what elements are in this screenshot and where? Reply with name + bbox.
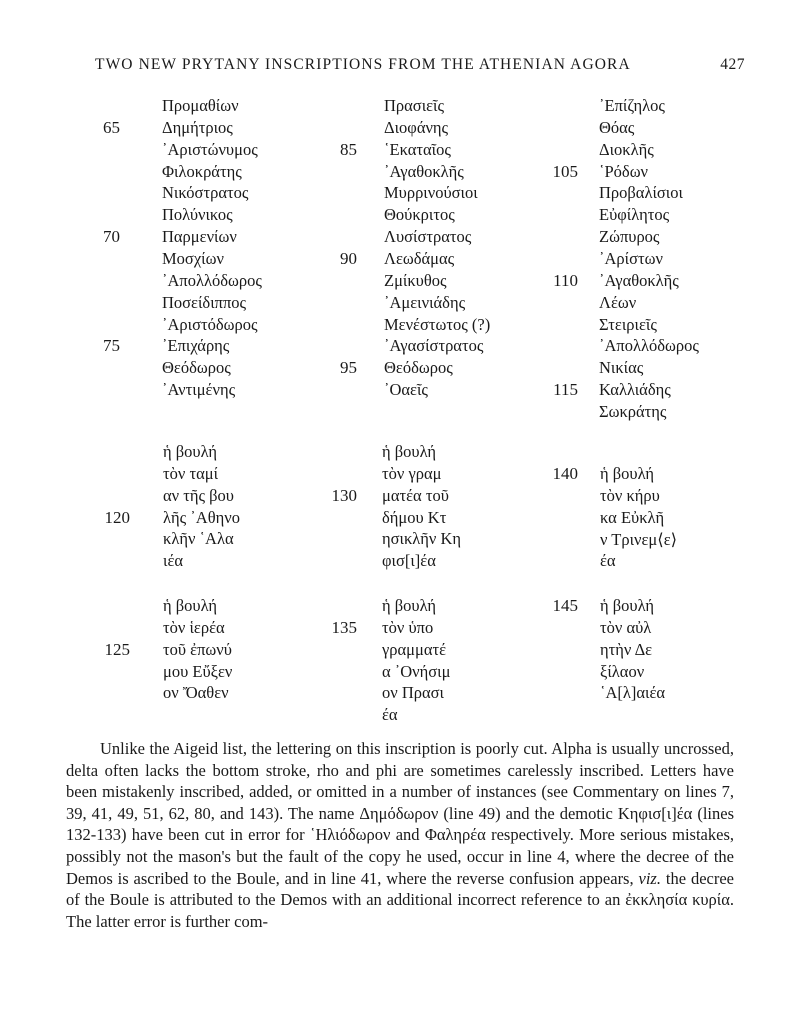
line-number: 95 xyxy=(340,358,357,378)
name-entry: Θεόδωρος xyxy=(384,358,453,378)
name-entry: ῾Ρόδων xyxy=(599,161,649,181)
name-entry: Εὐφίλητος xyxy=(599,205,670,225)
inscription-line: τὸν γραμ xyxy=(382,463,442,483)
line-number: 105 xyxy=(552,161,578,181)
page-number: 427 xyxy=(720,56,745,73)
name-entry: ᾿Αμεινιάδης xyxy=(384,292,466,312)
line-number: 85 xyxy=(340,139,357,159)
inscription-line: ητὴν Δε xyxy=(600,639,653,659)
inscription-line: ῾Α[λ]αιέα xyxy=(600,683,666,703)
name-entry: Θεόδωρος xyxy=(162,358,231,378)
name-entry: Μοσχίων xyxy=(162,248,224,268)
inscription-line: ιέα xyxy=(163,551,184,571)
line-number: 90 xyxy=(340,248,357,268)
inscription-line: ἡ βουλή xyxy=(163,596,218,615)
name-entry: ᾿Αρίστων xyxy=(599,248,663,268)
name-entry: ᾿Αγασίστρατος xyxy=(384,336,484,356)
text-run: Unlike the Aigeid list, the lettering on this inscription is poorly cut. Alpha is usually uncrossed, delta often lacks the bottom stroke, rho and phi are sometimes carelessly inscribed. Letters have been mistakenly inscribed, added, or omitted in a number of instances (see Commentary on lines 7, 39, 41, 49, 51, 62, 80, and 143). The name xyxy=(66,739,734,823)
name-entry: ῾Εκαταῖος xyxy=(384,139,451,159)
name-entry: Δημήτριος xyxy=(162,117,233,137)
name-entry: ᾿Αγαθοκλῆς xyxy=(599,270,679,290)
commentary-paragraph xyxy=(66,738,734,932)
name-entry: ᾿Αριστόδωρος xyxy=(162,314,258,334)
inscription-line: α ᾿Ονήσιμ xyxy=(382,661,451,681)
inscription-line: αν τῆς βου xyxy=(163,485,234,505)
name-entry: Λεωδάμας xyxy=(384,248,455,268)
line-number: 130 xyxy=(331,485,357,505)
name-entry: Νικίας xyxy=(599,358,644,378)
inscription-line: ἡ βουλή xyxy=(600,596,655,615)
name-entry: ᾿Αγαθοκλῆς xyxy=(384,161,464,181)
inscription-line: μου Εὔξεν xyxy=(163,661,233,681)
name-entry: Προμαθίων xyxy=(162,96,239,115)
name-entry: ᾿Επιχάρης xyxy=(162,336,230,356)
name-entry: ᾿Αριστώνυμος xyxy=(162,139,258,159)
inscription-line: κα Εὐκλῆ xyxy=(600,507,665,527)
greek-term: ῾Ηλιόδωρον xyxy=(309,825,391,845)
line-number: 65 xyxy=(103,117,120,137)
greek-term: Κηφισ[ι]έα xyxy=(617,803,693,823)
name-entry: Λέων xyxy=(599,292,637,312)
inscription-line: τὸν αὐλ xyxy=(600,617,652,637)
name-entry: Ζμίκυθος xyxy=(384,270,447,290)
inscription-line: ἡ βουλή xyxy=(382,442,437,461)
name-entry: Ζώπυρος xyxy=(599,227,660,247)
text-run: the decree of the Boule is attributed to the Demos with an additional incorrect reference to an xyxy=(66,868,734,910)
name-entry: Μενέστωτος (?) xyxy=(384,314,491,334)
inscription-line: φισ[ι]έα xyxy=(382,551,436,571)
line-number: 140 xyxy=(552,464,578,483)
inscription-line: ον Πρασι xyxy=(382,683,444,703)
running-title: TWO NEW PRYTANY INSCRIPTIONS FROM THE ATHENIAN AGORA xyxy=(95,56,631,73)
inscription-line: τὸν κήρυ xyxy=(600,485,660,505)
inscription-line: δήμου Κτ xyxy=(382,507,447,527)
name-entry: ᾿Οαεῖς xyxy=(384,380,428,400)
greek-term: Φαληρέα xyxy=(424,825,486,845)
name-entry: Νικόστρατος xyxy=(162,183,249,203)
name-entry: Θούκριτος xyxy=(384,205,455,225)
greek-term: ἐκκλησία κυρία xyxy=(625,890,730,910)
line-number: 135 xyxy=(331,617,357,637)
inscription-line: τὸν ἱερέα xyxy=(163,617,225,637)
inscription-line: ον Ὄαθεν xyxy=(163,683,229,703)
text-run: (line 49) and the demotic xyxy=(438,803,618,823)
text-run: (lines 132-133) have been cut in error for xyxy=(66,803,734,845)
inscription-line: ν Τρινεμ⟨ε⟩ xyxy=(600,529,678,549)
inscription-line: ματέα τοῦ xyxy=(382,485,449,505)
name-entry: Παρμενίων xyxy=(162,227,237,247)
name-entry: Καλλιάδης xyxy=(599,380,671,400)
inscription-line: τὸν ταμί xyxy=(163,463,219,483)
line-number: 115 xyxy=(553,380,578,400)
name-entry: ᾿Απολλόδωρος xyxy=(599,336,699,356)
inscription-line: ἡ βουλή xyxy=(600,464,655,483)
greek-term: Δημόδωρον xyxy=(359,803,439,823)
name-entry: Σωκράτης xyxy=(599,401,667,421)
name-entry: ᾿Απολλόδωρος xyxy=(162,270,262,290)
name-entry: Θόας xyxy=(599,117,635,137)
line-number: 120 xyxy=(104,507,130,527)
name-entry: Διοφάνης xyxy=(384,117,449,137)
name-entry: ᾿Αντιμένης xyxy=(162,380,236,400)
name-entry: ᾿Επίζηλος xyxy=(599,96,665,115)
italic-term: viz. xyxy=(638,868,661,888)
name-entry: Φιλοκράτης xyxy=(162,161,242,181)
inscription-line: ξίλαον xyxy=(600,661,645,681)
inscription-line: τὸν ὑπο xyxy=(382,617,434,637)
inscription-line: ἡ βουλή xyxy=(163,442,218,461)
inscription-line: τοῦ ἐπωνύ xyxy=(163,639,232,659)
inscription-line: ησικλῆν Κη xyxy=(382,529,462,549)
name-entry: Πολύνικος xyxy=(162,205,233,225)
text-run: respectively. More serious mistakes, possibly not the mason's but the fault of the copy he used, occur in line 4, where the decree of the Demos is ascribed to the Boule, and in line 41, where the reverse confusion appears, xyxy=(66,825,735,888)
text-run: and xyxy=(390,825,425,845)
inscription-line: γραμματέ xyxy=(382,639,447,659)
paragraph-text xyxy=(66,738,734,932)
name-entry: Στειριεῖς xyxy=(599,314,657,334)
running-header xyxy=(95,56,745,80)
inscription-line: έα xyxy=(382,705,398,725)
name-entry: Λυσίστρατος xyxy=(384,227,472,247)
line-number: 145 xyxy=(552,596,578,615)
name-entry: Πρασιεῖς xyxy=(384,96,445,115)
name-entry: Προβαλίσιοι xyxy=(599,183,683,203)
inscription-line: ἡ βουλή xyxy=(382,596,437,615)
name-entry: Διοκλῆς xyxy=(599,139,654,159)
inscription-line: έα xyxy=(600,551,616,571)
inscription-line: κλῆν ῾Αλα xyxy=(163,529,234,549)
name-entry: Μυρρινούσιοι xyxy=(384,183,478,203)
line-number: 70 xyxy=(103,227,120,247)
text-run: . The latter error is further com- xyxy=(66,890,734,931)
line-number: 75 xyxy=(103,336,120,356)
line-number: 125 xyxy=(104,639,130,659)
inscription-line: λῆς ᾿Αθηνο xyxy=(163,507,240,527)
name-entry: Ποσείδιππος xyxy=(162,292,247,312)
line-number: 110 xyxy=(553,270,578,290)
